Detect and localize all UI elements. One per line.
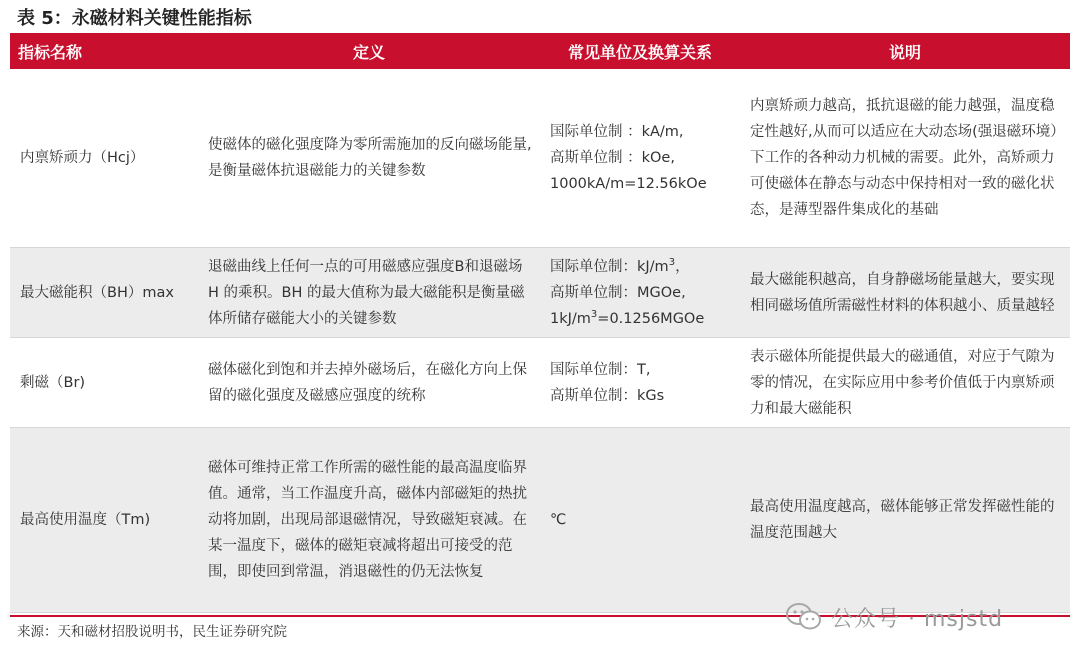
row-definition: 磁体可维持正常工作所需的磁性能的最高温度临界值。通常，当工作温度升高，磁体内部磁矩的热扰动将加剧，出现局部退磁情况，导致磁矩衰减。在某一温度下，磁体的磁矩衰减将超出可接受的范围，即使回到常温，消退磁性的仍无法恢复: [198, 428, 540, 613]
units-line-2: 高斯单位制：MGOe,: [550, 284, 686, 301]
row-units: 国际单位制 ：kA/m, 高斯单位制 ：kOe, 1000kA/m=12.56kOe: [540, 69, 740, 248]
row-note: 最大磁能积越高，自身静磁场能量越大，要实现相同磁场值所需磁性材料的体积越小、质量越轻: [740, 248, 1070, 338]
row-name: 剩磁（Br): [10, 338, 198, 428]
row-note: 内禀矫顽力越高，抵抗退磁的能力越强，温度稳定性越好,从而可以适应在大动态场(强退磁环境）下工作的各种动力机械的需要。此外，高矫顽力可使磁体在静态与动态中保持相对一致的磁化状态，是薄型器件集成化的基础: [740, 69, 1070, 248]
wechat-icon: [785, 602, 823, 632]
table-row-br: [10, 338, 1070, 428]
header-note: 说明: [740, 33, 1070, 69]
units-line-3: $1kJ/m^3=0.1256MGOe$: [550, 308, 705, 327]
watermark: [785, 600, 1003, 634]
units-line-1: 国际单位制：$kJ/m^3$，: [550, 256, 690, 275]
row-definition: 退磁曲线上任何一点的可用磁感应强度B和退磁场 H 的乘积。BH 的最大值称为最大磁能积是衡量磁体所储存磁能大小的关键参数: [198, 248, 540, 338]
source-note: 来源：天和磁材招股说明书，民生证券研究院: [17, 624, 287, 640]
row-units: [540, 248, 740, 338]
table-title: 表 5：永磁材料关键性能指标: [17, 8, 252, 29]
row-name: 最大磁能积（BH）max: [10, 248, 198, 338]
row-note: 表示磁体所能提供最大的磁通值，对应于气隙为零的情况，在实际应用中参考价值低于内禀矫顽力和最大磁能积: [740, 338, 1070, 428]
row-units: ℃: [540, 428, 740, 613]
watermark-text: 公众号 · msjstd: [831, 606, 1004, 632]
row-units: 国际单位制：T, 高斯单位制：kGs: [540, 338, 740, 428]
table-row-bhmax: [10, 248, 1070, 338]
row-definition: 使磁体的磁化强度降为零所需施加的反向磁场能量,是衡量磁体抗退磁能力的关键参数: [198, 69, 540, 248]
row-note: 最高使用温度越高，磁体能够正常发挥磁性能的温度范围越大: [740, 428, 1070, 613]
row-definition: 磁体磁化到饱和并去掉外磁场后，在磁化方向上保留的磁化强度及磁感应强度的统称: [198, 338, 540, 428]
header-definition: 定义: [198, 33, 540, 69]
header-indicator-name: 指标名称: [10, 33, 198, 69]
performance-table: [10, 33, 1070, 613]
table-row-hcj: [10, 69, 1070, 248]
row-name: 内禀矫顽力（Hcj）: [10, 69, 198, 248]
row-name: 最高使用温度（Tm): [10, 428, 198, 613]
header-row: [10, 33, 1070, 69]
table-row-tm: [10, 428, 1070, 613]
header-units: 常见单位及换算关系: [540, 33, 740, 69]
